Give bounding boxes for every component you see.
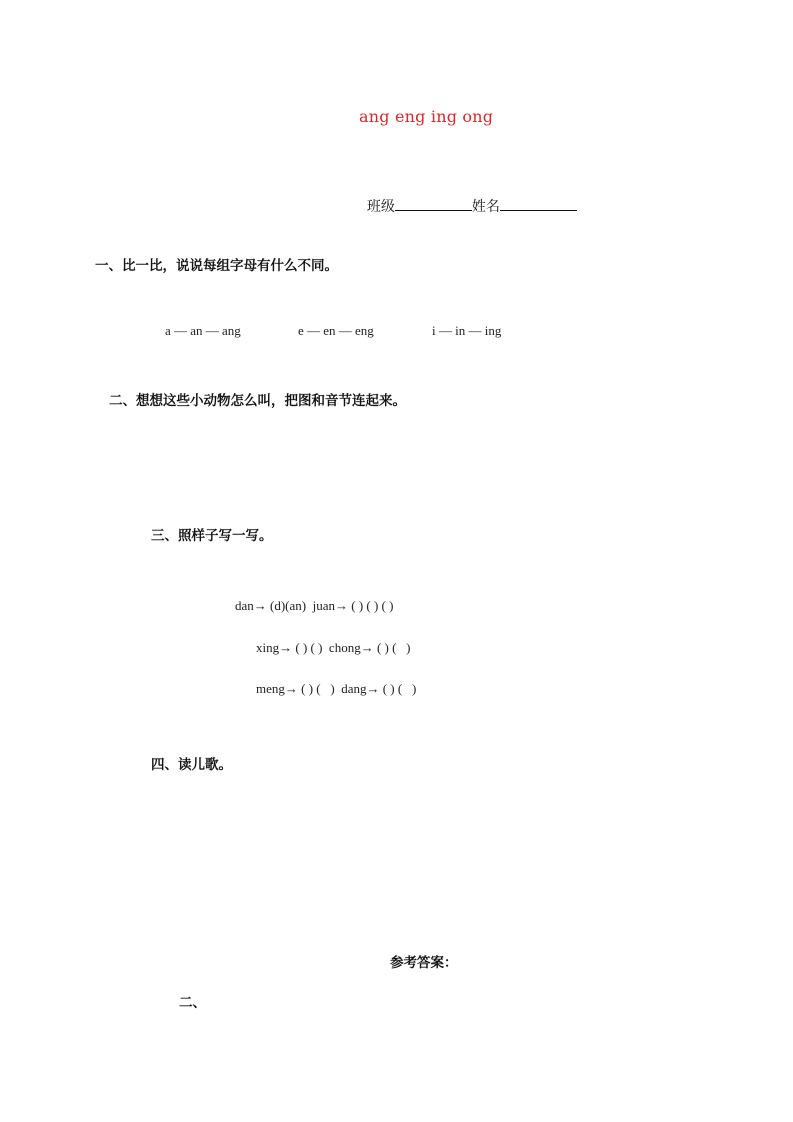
compare-group-e: e — en — eng [298, 323, 374, 338]
compare-group-a: a — an — ang [165, 323, 241, 338]
section-1-heading: 一、比一比，说说每组字母有什么不同。 [95, 258, 338, 274]
section-4-heading: 四、读儿歌。 [151, 757, 232, 773]
class-label: 班级 [366, 199, 395, 215]
exercise-line-2: xing→ ( ) ( ) chong→ ( ) ( ) [256, 640, 411, 655]
exercise-line-3: meng→ ( ) ( ) dang→ ( ) ( ) [256, 681, 417, 696]
worksheet-title: ang eng ing ong [359, 107, 494, 126]
name-blank[interactable] [500, 197, 577, 211]
exercise-line-1: dan→ (d)(an) juan→ ( ) ( ) ( ) [235, 598, 394, 613]
section-3-heading: 三、照样子写一写。 [151, 528, 273, 544]
section-2-heading: 二、想想这些小动物怎么叫，把图和音节连起来。 [109, 393, 406, 409]
class-blank[interactable] [395, 197, 472, 211]
compare-group-i: i — in — ing [432, 323, 502, 338]
answer-heading: 参考答案： [390, 955, 458, 971]
name-label: 姓名 [471, 199, 500, 215]
student-info-row [358, 180, 577, 216]
answer-part-2: 二、 [179, 995, 206, 1011]
